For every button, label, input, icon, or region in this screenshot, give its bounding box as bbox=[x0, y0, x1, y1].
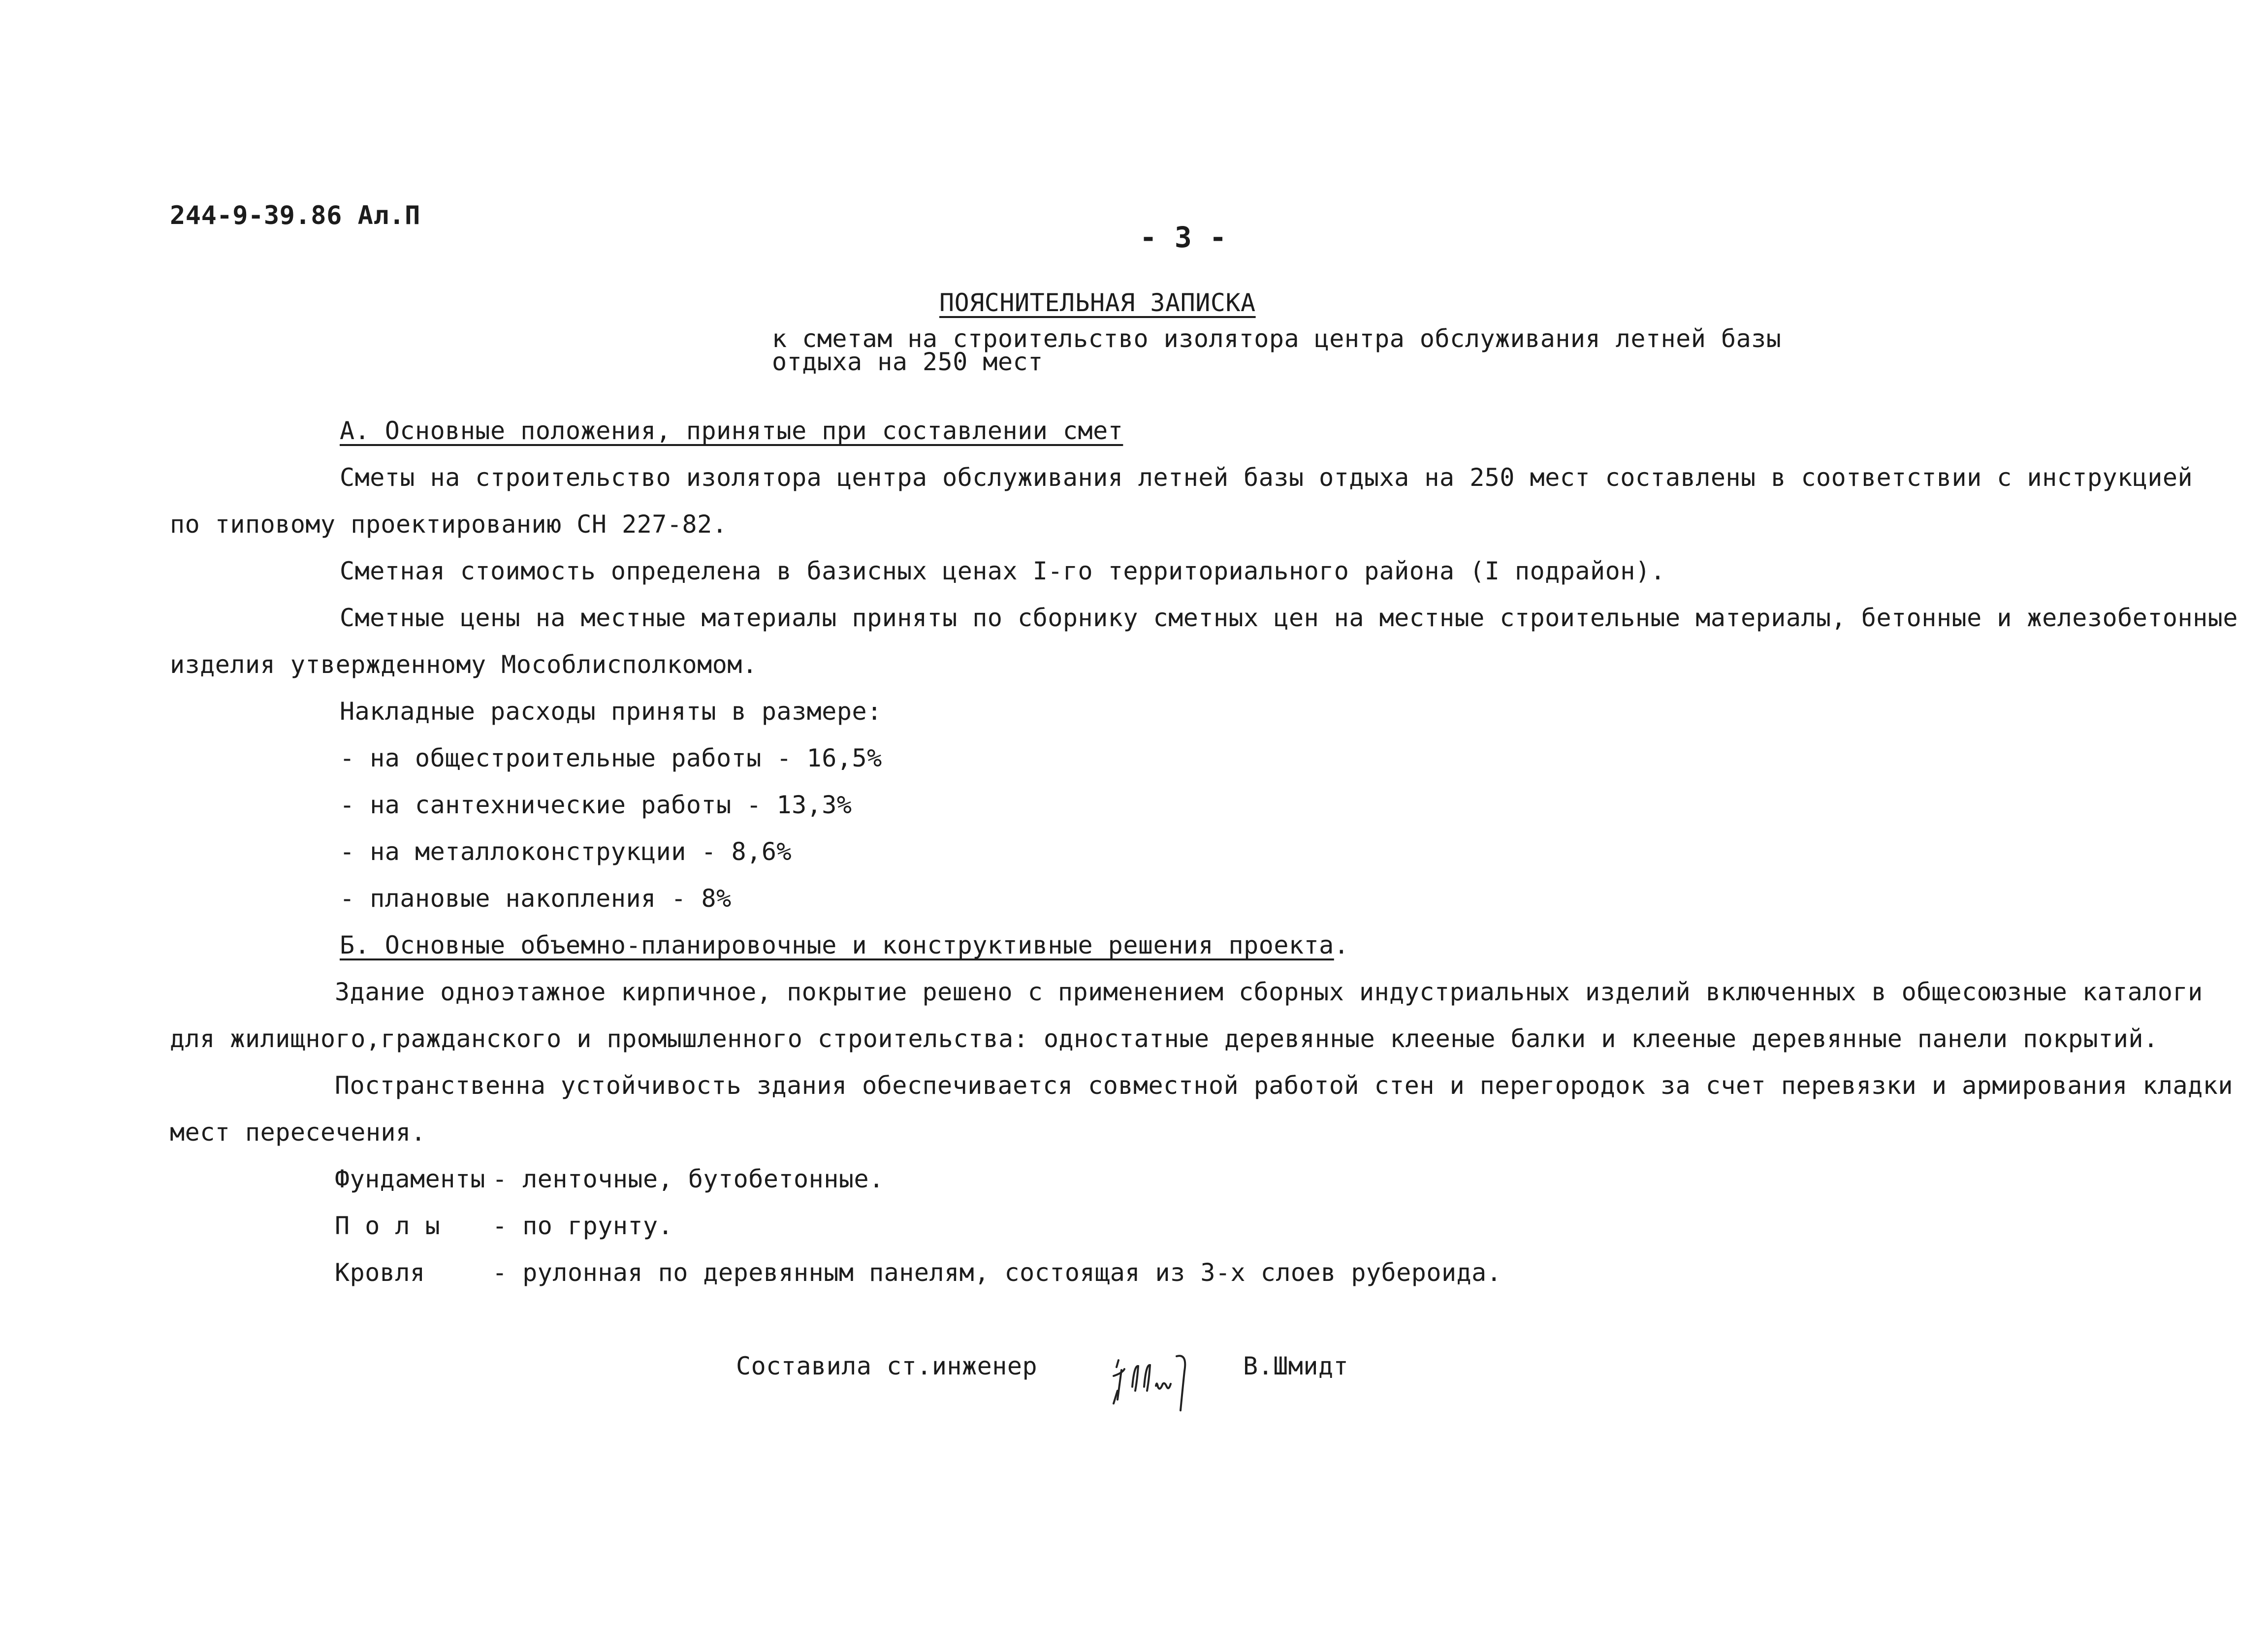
section-a-paragraph-3-line-2: изделия утвержденному Мособлисполкомом. bbox=[170, 650, 758, 679]
document-subtitle-line-2: отдыха на 250 мест bbox=[772, 348, 1043, 376]
section-a-heading: А. Основные положения, принятые при составлении смет bbox=[340, 416, 1123, 445]
section-b-heading-row bbox=[340, 930, 1349, 960]
page-number: - 3 - bbox=[1140, 221, 1227, 254]
section-a-paragraph-1-line-1: Сметы на строительство изолятора центра обслуживания летней базы отдыха на 250 мест составлены в соответствии с инструкцией bbox=[340, 463, 2193, 492]
spec-label-roof: Кровля bbox=[335, 1258, 425, 1287]
section-b-paragraph-1-line-1: Здание одноэтажное кирпичное, покрытие решено с применением сборных индустриальных изделий включенных в общесоюзные каталоги bbox=[335, 978, 2203, 1006]
document-subtitle-line-1: к сметам на строительство изолятора центра обслуживания летней базы bbox=[772, 324, 1782, 353]
signature-label: Составила ст.инженер bbox=[736, 1352, 1038, 1380]
document-code: 244-9-39.86 Ал.П bbox=[170, 201, 420, 230]
section-a-paragraph-4: Накладные расходы приняты в размере: bbox=[340, 697, 882, 726]
spec-value-floors: - по грунту. bbox=[492, 1212, 673, 1240]
section-b-heading-period: . bbox=[1334, 931, 1349, 959]
section-a-paragraph-3-line-1: Сметные цены на местные материалы приняты по сборнику сметных цен на местные строительные материалы, бетонные и железобетонные bbox=[340, 604, 2238, 632]
spec-label-floors: П о л ы bbox=[335, 1212, 441, 1240]
document-title: ПОЯСНИТЕЛЬНАЯ ЗАПИСКА bbox=[939, 288, 1256, 317]
section-b-paragraph-2-line-1: Постранственна устойчивость здания обеспечивается совместной работой стен и перегородок за счет перевязки и армирования кладки bbox=[335, 1071, 2233, 1100]
signature-name: В.Шмидт bbox=[1243, 1352, 1349, 1380]
signature-block bbox=[736, 1329, 1376, 1428]
handwritten-signature bbox=[1103, 1341, 1201, 1420]
overhead-list-item: - на общестроительные работы - 16,5% bbox=[340, 744, 882, 772]
overhead-list-item: - плановые накопления - 8% bbox=[340, 884, 732, 913]
section-b-paragraph-2-line-2: мест пересечения. bbox=[170, 1118, 426, 1147]
section-a-paragraph-2: Сметная стоимость определена в базисных ценах I-го территориального района (I подрайон). bbox=[340, 557, 1666, 585]
spec-value-roof: - рулонная по деревянным панелям, состоящая из 3-х слоев рубероида. bbox=[492, 1258, 1502, 1287]
section-a-paragraph-1-line-2: по типовому проектированию СН 227-82. bbox=[170, 510, 728, 539]
overhead-list-item: - на сантехнические работы - 13,3% bbox=[340, 791, 852, 819]
spec-value-foundations: - ленточные, бутобетонные. bbox=[492, 1165, 884, 1193]
section-b-heading: Б. Основные объемно-планировочные и конструктивные решения проекта bbox=[340, 931, 1334, 959]
section-b-paragraph-1-line-2: для жилищного,гражданского и промышленного строительства: одностатные деревянные клееные балки и клееные деревянные панели покрытий. bbox=[170, 1024, 2159, 1053]
spec-label-foundations: Фундаменты bbox=[335, 1165, 486, 1193]
overhead-list-item: - на металлоконструкции - 8,6% bbox=[340, 837, 792, 866]
